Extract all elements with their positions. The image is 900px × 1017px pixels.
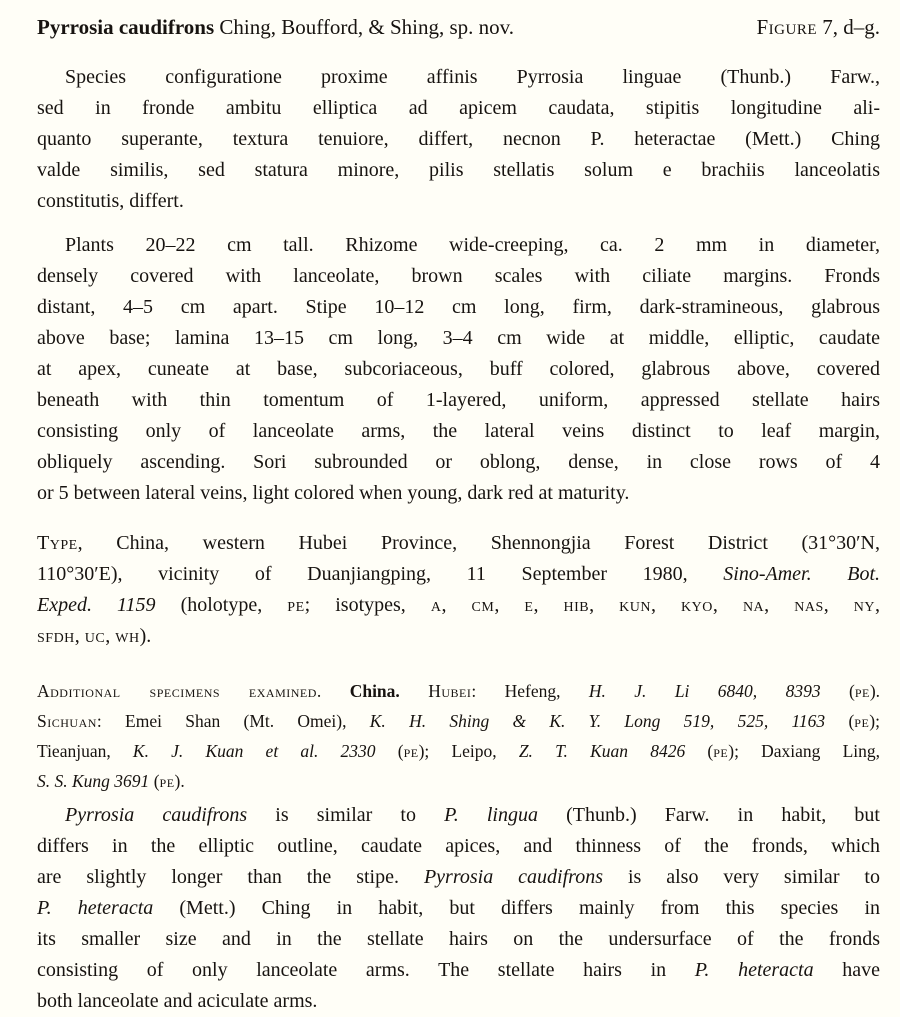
text-run — [400, 681, 428, 701]
text-run: , — [823, 594, 854, 616]
bold-text-run: China. — [349, 681, 400, 701]
text-line — [37, 986, 880, 1017]
text-run: distant, 4–5 cm apart. Stipe 10–12 cm long, firm, dark-stramineous, glabrous — [37, 296, 880, 318]
text-run: ). — [869, 681, 880, 701]
text-line — [37, 155, 880, 186]
text-line — [37, 447, 880, 478]
smallcaps-text-run: kyo — [681, 594, 713, 616]
species-authority: Ching, Boufford, & Shing, sp. nov. — [214, 15, 515, 39]
italic-text-run: P. heteracta — [694, 959, 814, 981]
smallcaps-text-run: na — [742, 594, 765, 616]
text-run: , — [875, 594, 880, 616]
figure-label: Figure — [756, 15, 817, 39]
text-run: valde similis, sed statura minore, pilis stellatis solum e brachiis lanceolatis — [37, 159, 880, 181]
smallcaps-text-run: Sichuan — [37, 711, 97, 731]
text-line — [37, 186, 880, 217]
text-run: have — [813, 959, 880, 981]
italic-text-run: Z. T. Kuan 8426 — [518, 741, 686, 761]
smallcaps-text-run: kun — [619, 594, 651, 616]
text-run: . — [316, 681, 350, 701]
text-run: its smaller size and in the stellate hairs on the undersurface of the fronds — [37, 928, 880, 950]
specimens-paragraph — [37, 676, 880, 796]
text-run: is also very similar to — [602, 866, 880, 888]
text-line — [37, 478, 880, 509]
text-run: ). — [174, 771, 185, 791]
text-line — [37, 354, 880, 385]
document-body — [37, 62, 880, 1017]
smallcaps-text-run: nas — [794, 594, 824, 616]
text-run: obliquely ascending. Sori subrounded or oblong, dense, in close rows of 4 — [37, 451, 880, 473]
text-run: ( — [685, 741, 714, 761]
text-line — [37, 955, 880, 986]
text-line — [37, 766, 880, 796]
text-run: , — [494, 594, 525, 616]
text-line — [37, 736, 880, 766]
smallcaps-text-run: pe — [854, 711, 870, 731]
text-run: ; isotypes, — [304, 594, 431, 616]
text-run: ); Leipo, — [418, 741, 519, 761]
text-run: , — [764, 594, 795, 616]
smallcaps-text-run: cm — [471, 594, 495, 616]
species-name: Pyrrosia caudifrons — [37, 15, 215, 39]
text-line — [37, 590, 880, 621]
text-run: ); — [869, 711, 880, 731]
text-line — [37, 230, 880, 261]
text-line — [37, 621, 880, 652]
italic-text-run: H. J. Li 6840, 8393 — [588, 681, 821, 701]
text-run: differs in the elliptic outline, caudate apices, and thinness of the fronds, which — [37, 835, 880, 857]
italic-text-run: Sino-Amer. Bot. — [723, 563, 880, 585]
smallcaps-text-run: ny — [853, 594, 876, 616]
smallcaps-text-run: Additional specimens examined — [37, 681, 317, 701]
smallcaps-text-run: wh — [115, 625, 140, 647]
figure-reference — [756, 12, 880, 43]
text-run: sed in fronde ambitu elliptica ad apicem caudata, stipitis longitudine ali- — [37, 97, 880, 119]
text-line — [37, 292, 880, 323]
text-line — [37, 862, 880, 893]
text-run: 110°30′E), vicinity of Duanjiangping, 11 September 1980, — [37, 563, 724, 585]
smallcaps-text-run: pe — [403, 741, 419, 761]
text-run: ). — [139, 625, 152, 647]
text-run: consisting only of lanceolate arms, the lateral veins distinct to leaf margin, — [37, 420, 880, 442]
text-run: beneath with thin tomentum of 1-layered, uniform, appressed stellate hairs — [37, 389, 880, 411]
smallcaps-text-run: pe — [159, 771, 175, 791]
text-run: or 5 between lateral veins, light colored when young, dark red at maturity. — [37, 482, 630, 504]
text-run: Tieanjuan, — [37, 741, 133, 761]
species-heading-left — [37, 12, 514, 43]
text-run: (Thunb.) Farw. in habit, but — [537, 804, 880, 826]
text-run: are slightly longer than the stipe. — [37, 866, 424, 888]
text-run: consisting of only lanceolate arms. The stellate hairs in — [37, 959, 695, 981]
text-run: (Mett.) Ching in habit, but differs mainly from this species in — [153, 897, 880, 919]
text-line — [37, 124, 880, 155]
italic-text-run: K. J. Kuan et al. 2330 — [132, 741, 376, 761]
text-run: : Emei Shan (Mt. Omei), — [96, 711, 370, 731]
text-run: ( — [149, 771, 160, 791]
type-paragraph — [37, 528, 880, 652]
text-run: , — [651, 594, 682, 616]
text-run: , — [105, 625, 116, 647]
text-run: Species configuratione proxime affinis Pyrrosia linguae (Thunb.) Farw., — [65, 66, 880, 88]
text-run: (holotype, — [155, 594, 288, 616]
text-line — [37, 924, 880, 955]
smallcaps-text-run: pe — [854, 681, 870, 701]
text-line — [37, 528, 880, 559]
text-run: , — [74, 625, 85, 647]
smallcaps-text-run: pe — [713, 741, 729, 761]
text-run: , — [533, 594, 564, 616]
text-run: , China, western Hubei Province, Shennongjia Forest District (31°30′N, — [77, 532, 880, 554]
text-run: Plants 20–22 cm tall. Rhizome wide-creeping, ca. 2 mm in diameter, — [65, 234, 880, 256]
text-run: constitutis, differt. — [37, 190, 184, 212]
italic-text-run: Pyrrosia caudifrons — [65, 804, 248, 826]
smallcaps-text-run: uc — [84, 625, 106, 647]
text-line — [37, 323, 880, 354]
text-line — [37, 676, 880, 706]
italic-text-run: Pyrrosia caudifrons — [423, 866, 603, 888]
smallcaps-text-run: a — [430, 594, 442, 616]
text-run: , — [441, 594, 472, 616]
text-line — [37, 385, 880, 416]
discussion-paragraph — [37, 800, 880, 1017]
italic-text-run: P. heteracta — [37, 897, 154, 919]
text-run: quanto superante, textura tenuiore, differt, necnon P. heteractae (Mett.) Ching — [37, 128, 880, 150]
smallcaps-text-run: pe — [287, 594, 305, 616]
italic-text-run: P. lingua — [444, 804, 538, 826]
text-line — [37, 800, 880, 831]
italic-text-run: K. H. Shing & K. Y. Long 519, 525, 1163 — [369, 711, 826, 731]
smallcaps-text-run: e — [524, 594, 534, 616]
smallcaps-text-run: hib — [563, 594, 590, 616]
smallcaps-text-run: sfdh — [37, 625, 75, 647]
text-line — [37, 831, 880, 862]
text-run: : Hefeng, — [471, 681, 589, 701]
text-run: , — [712, 594, 743, 616]
italic-text-run: S. S. Kung 3691 — [37, 771, 150, 791]
species-heading — [37, 12, 880, 43]
text-line — [37, 559, 880, 590]
text-line — [37, 416, 880, 447]
text-line — [37, 62, 880, 93]
text-line — [37, 706, 880, 736]
italic-text-run: Exped. 1159 — [37, 594, 156, 616]
text-run: at apex, cuneate at base, subcoriaceous, buff colored, glabrous above, covered — [37, 358, 880, 380]
text-run: ( — [375, 741, 404, 761]
text-line — [37, 261, 880, 292]
text-line — [37, 893, 880, 924]
text-run: ); Daxiang Ling, — [728, 741, 880, 761]
text-line — [37, 93, 880, 124]
text-run: densely covered with lanceolate, brown scales with ciliate margins. Fronds — [37, 265, 880, 287]
latin-diagnosis — [37, 62, 880, 217]
text-run: both lanceolate and aciculate arms. — [37, 990, 318, 1012]
text-run: ( — [825, 711, 855, 731]
text-run: ( — [820, 681, 855, 701]
text-run: , — [589, 594, 620, 616]
figure-number: 7, d–g. — [817, 15, 880, 39]
smallcaps-text-run: Type — [37, 532, 78, 554]
smallcaps-text-run: Hubei — [428, 681, 472, 701]
text-run: is similar to — [247, 804, 445, 826]
text-run: above base; lamina 13–15 cm long, 3–4 cm wide at middle, elliptic, caudate — [37, 327, 880, 349]
description-paragraph — [37, 230, 880, 509]
